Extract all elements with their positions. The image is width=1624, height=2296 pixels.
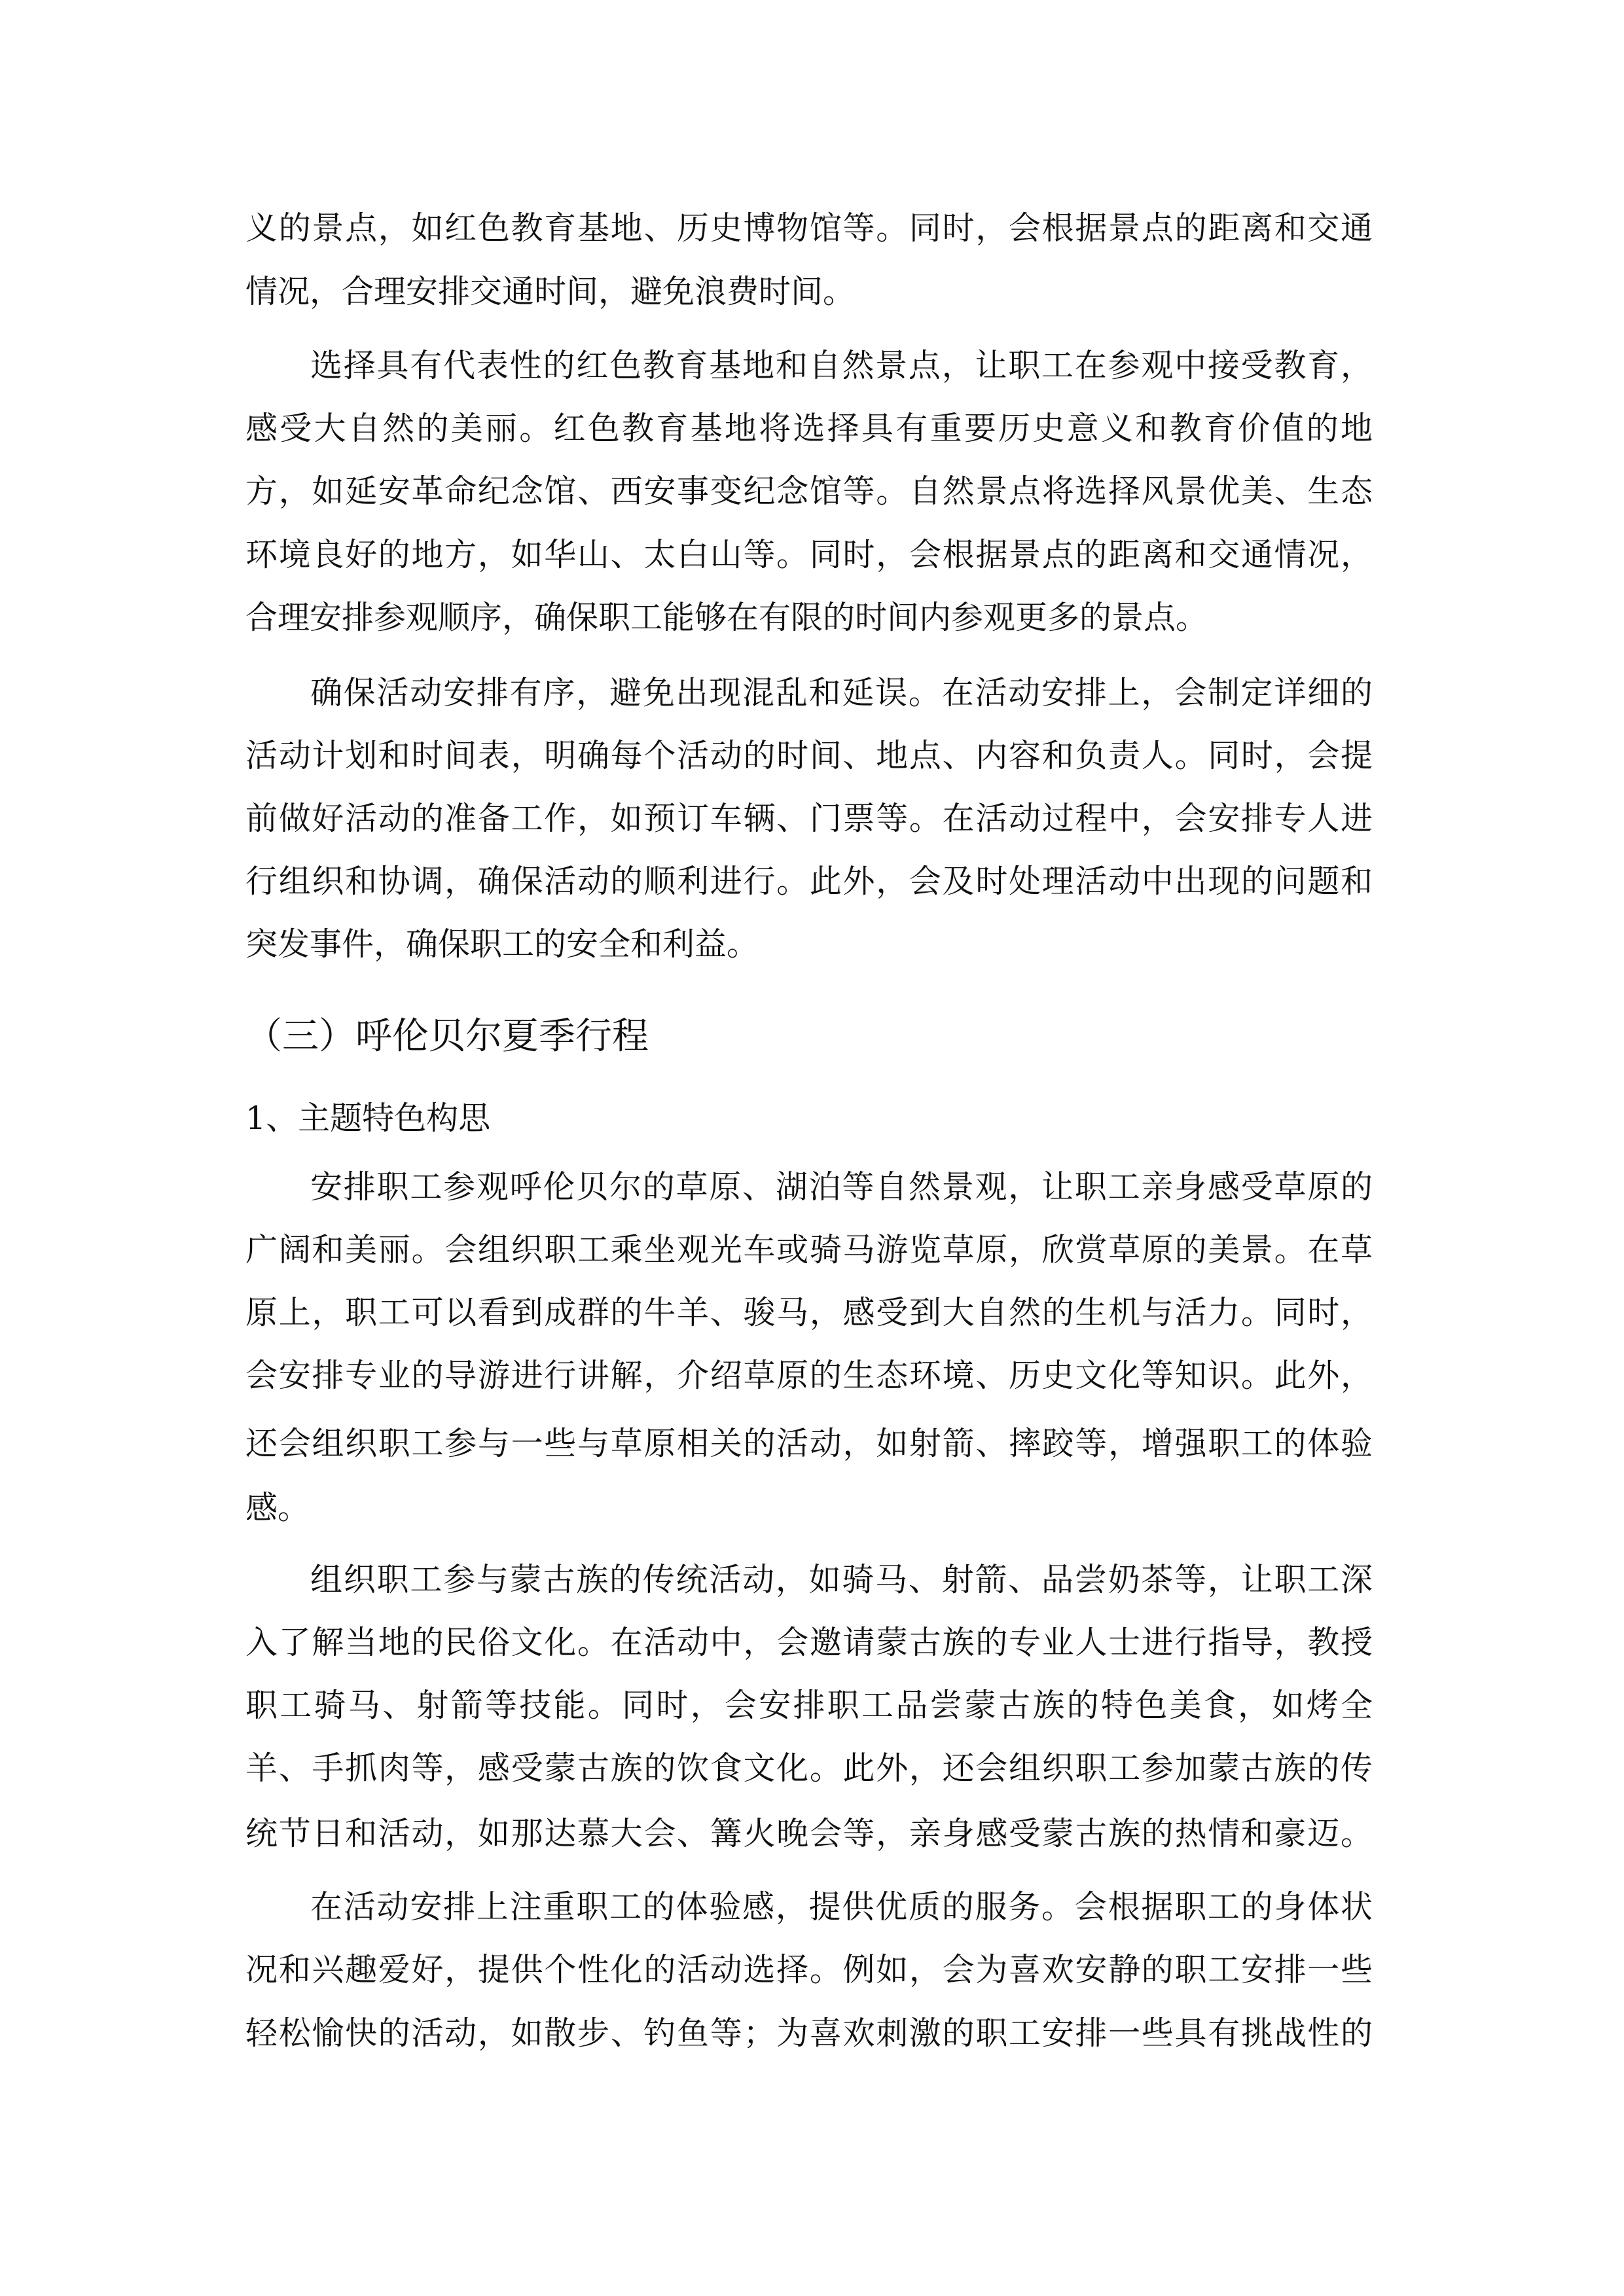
text-line: 情况，合理安排交通时间，避免浪费时间。	[245, 273, 856, 310]
text-line: 环境良好的地方，如华山、太白山等。同时，会根据景点的距离和交通情况，	[245, 536, 1373, 573]
text-line: 活动计划和时间表，明确每个活动的时间、地点、内容和负责人。同时，会提	[245, 737, 1373, 774]
text-line: 职工骑马、射箭等技能。同时，会安排职工品尝蒙古族的特色美食，如烤全	[245, 1687, 1373, 1724]
text-line: 组织职工参与蒙古族的传统活动，如骑马、射箭、品尝奶茶等，让职工深	[310, 1561, 1373, 1598]
text-line: 合理安排参观顺序，确保职工能够在有限的时间内参观更多的景点。	[245, 599, 1208, 636]
text-line: 还会组织职工参与一些与草原相关的活动，如射箭、摔跤等，增强职工的体验	[245, 1425, 1373, 1462]
text-line: 方，如延安革命纪念馆、西安事变纪念馆等。自然景点将选择风景优美、生态	[245, 473, 1373, 510]
section-heading: （三）呼伦贝尔夏季行程	[245, 1015, 649, 1058]
text-line: 行组织和协调，确保活动的顺利进行。此外，会及时处理活动中出现的问题和	[245, 863, 1373, 900]
text-line: 选择具有代表性的红色教育基地和自然景点，让职工在参观中接受教育，	[310, 347, 1373, 384]
subsection-heading: 1、主题特色构思	[245, 1100, 491, 1137]
text-line: 义的景点，如红色教育基地、历史博物馆等。同时，会根据景点的距离和交通	[245, 209, 1373, 247]
text-line: 前做好活动的准备工作，如预订车辆、门票等。在活动过程中，会安排专人进	[245, 800, 1373, 837]
text-line: 轻松愉快的活动，如散步、钓鱼等；为喜欢刺激的职工安排一些具有挑战性的	[245, 2015, 1373, 2052]
text-line: 安排职工参观呼伦贝尔的草原、湖泊等自然景观，让职工亲身感受草原的	[310, 1168, 1373, 1206]
text-line: 入了解当地的民俗文化。在活动中，会邀请蒙古族的专业人士进行指导，教授	[245, 1624, 1373, 1661]
text-line: 羊、手抓肉等，感受蒙古族的饮食文化。此外，还会组织职工参加蒙古族的传	[245, 1749, 1373, 1787]
text-line: 感受大自然的美丽。红色教育基地将选择具有重要历史意义和教育价值的地	[245, 410, 1373, 447]
text-line: 突发事件，确保职工的安全和利益。	[245, 925, 759, 963]
text-line: 广阔和美丽。会组织职工乘坐观光车或骑马游览草原，欣赏草原的美景。在草	[245, 1231, 1373, 1268]
text-line: 在活动安排上注重职工的体验感，提供优质的服务。会根据职工的身体状	[310, 1888, 1373, 1926]
text-line: 统节日和活动，如那达慕大会、篝火晚会等，亲身感受蒙古族的热情和豪迈。	[245, 1815, 1373, 1852]
text-line: 况和兴趣爱好，提供个性化的活动选择。例如，会为喜欢安静的职工安排一些	[245, 1951, 1373, 1988]
text-line: 确保活动安排有序，避免出现混乱和延误。在活动安排上，会制定详细的	[310, 674, 1373, 711]
text-line: 原上，职工可以看到成群的牛羊、骏马，感受到大自然的生机与活力。同时，	[245, 1294, 1373, 1331]
text-line: 会安排专业的导游进行讲解，介绍草原的生态环境、历史文化等知识。此外，	[245, 1357, 1373, 1394]
text-line: 感。	[245, 1489, 310, 1526]
